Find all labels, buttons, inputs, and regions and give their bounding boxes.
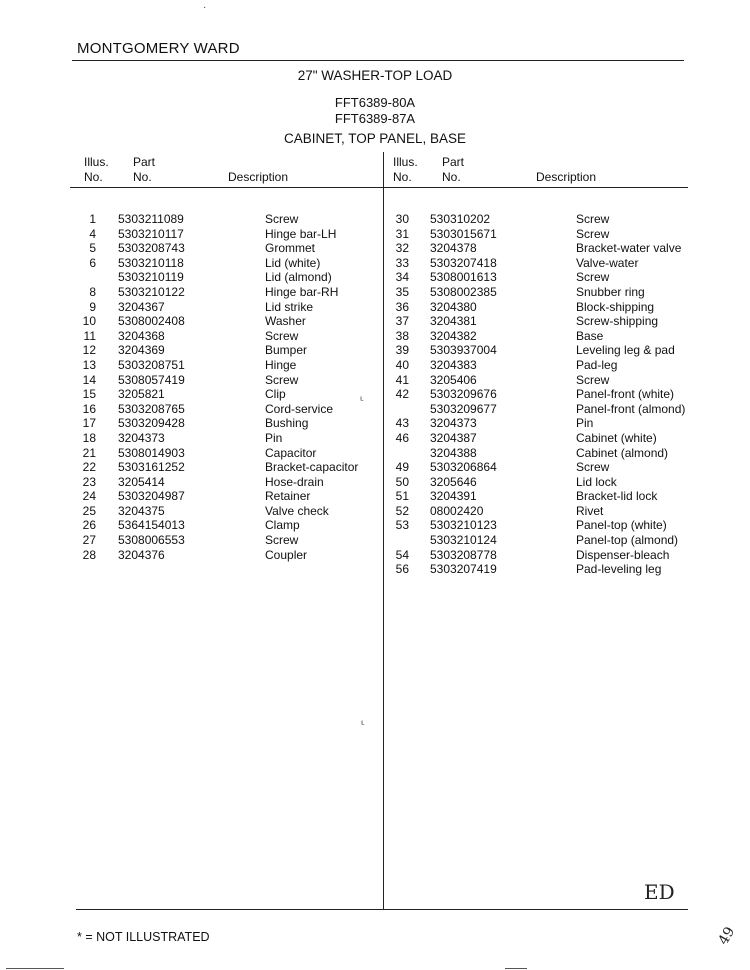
illus-number: 37 (395, 314, 409, 329)
part-description: Base (576, 328, 604, 343)
scan-speck: · (203, 2, 207, 13)
part-number: 5303207418 (430, 255, 497, 270)
illus-number: 32 (395, 241, 409, 256)
illus-number: 1 (89, 212, 96, 226)
part-number: 5303208778 (430, 547, 497, 562)
part-number: 3204378 (430, 241, 477, 256)
part-number: 3204373 (430, 416, 477, 431)
part-number: 5303209677 (430, 401, 497, 416)
illus-number: 21 (82, 445, 96, 460)
table-row (0, 285, 750, 300)
part-description: Bracket-water valve (576, 241, 682, 256)
part-description: Lid (white) (265, 255, 321, 270)
part-number: 5303206864 (430, 460, 497, 475)
illus-number: 27 (82, 533, 96, 548)
part-header-line2: No. (133, 170, 152, 184)
part-number: 5308057419 (118, 372, 185, 387)
illus-number: 17 (82, 416, 96, 431)
part-number: 3204381 (430, 314, 477, 329)
table-row (0, 270, 750, 285)
part-description: Panel-front (almond) (576, 401, 686, 416)
top-divider (72, 60, 684, 61)
table-row (0, 241, 750, 256)
part-description: Dispenser-bleach (576, 547, 670, 562)
part-description: Screw (265, 328, 299, 343)
part-number: 5303210117 (118, 226, 184, 241)
part-number: 3204382 (430, 328, 477, 343)
part-description: Grommet (265, 241, 316, 256)
part-description: Snubber ring (576, 284, 645, 299)
part-description: Bushing (265, 416, 309, 431)
part-description: Screw (265, 533, 299, 548)
part-number: 5308006553 (118, 533, 185, 548)
table-row (0, 504, 750, 519)
part-number: 3204367 (118, 299, 165, 314)
illus-number: 53 (395, 518, 409, 533)
illus-number: 52 (395, 503, 409, 518)
product-title: 27" WASHER-TOP LOAD (297, 68, 453, 83)
part-description: Panel-front (white) (576, 387, 675, 402)
illus-header-right (393, 155, 418, 185)
table-row (0, 314, 750, 329)
description-header-left: Description (228, 170, 289, 184)
section-title: CABINET, TOP PANEL, BASE (283, 131, 467, 146)
part-description: Valve check (265, 503, 329, 518)
part-number: 3204373 (118, 430, 165, 445)
illus-number: 5 (89, 241, 96, 256)
illus-number: 22 (82, 460, 96, 475)
part-number: 3205821 (118, 387, 165, 402)
part-number: 5303015671 (430, 226, 497, 241)
part-description: Cord-service (265, 401, 334, 416)
illus-number: 15 (82, 387, 96, 402)
part-number: 5308014903 (118, 445, 185, 460)
part-number: 5303210118 (118, 255, 184, 270)
part-description: Cabinet (white) (576, 430, 657, 445)
table-row (0, 548, 750, 563)
illus-number: 31 (395, 226, 409, 241)
illus-number: 12 (82, 343, 96, 358)
illus-number: 36 (395, 299, 409, 314)
part-number: 5308002385 (430, 284, 497, 299)
part-description: Hinge bar-LH (265, 226, 337, 241)
part-number: 5303937004 (430, 343, 497, 358)
part-description: Screw (265, 212, 299, 226)
part-description: Panel-top (white) (576, 518, 667, 533)
part-number: 5308002408 (118, 314, 185, 329)
edge-line (505, 968, 527, 969)
part-description: Hinge bar-RH (265, 284, 339, 299)
part-number: 3204391 (430, 489, 477, 504)
illus-number: 23 (82, 474, 96, 489)
part-description: Bumper (265, 343, 308, 358)
edge-line (6, 968, 64, 969)
part-description: Lid (almond) (265, 270, 332, 285)
scan-speck: ᒻ (360, 396, 364, 407)
part-number: 5303208751 (118, 357, 185, 372)
table-row (0, 300, 750, 315)
handwritten-mark: ED (644, 880, 675, 904)
illus-number: 50 (395, 474, 409, 489)
part-description: Valve-water (576, 255, 639, 270)
part-number: 5303208765 (118, 401, 185, 416)
part-description: Washer (265, 314, 306, 329)
illus-number: 35 (395, 284, 409, 299)
part-description: Pad-leveling leg (576, 562, 662, 577)
part-description: Hinge (265, 357, 297, 372)
table-row (0, 460, 750, 475)
illus-number: 49 (395, 460, 409, 475)
part-description: Clamp (265, 518, 300, 533)
part-description: Retainer (265, 489, 311, 504)
part-number: 3204387 (430, 430, 477, 445)
illus-header-line1: Illus. (84, 155, 109, 169)
part-description: Panel-top (almond) (576, 533, 679, 548)
part-number: 5303207419 (430, 562, 497, 577)
illus-number: 16 (82, 401, 96, 416)
bottom-divider (76, 909, 688, 910)
illus-number: 40 (395, 357, 409, 372)
part-description: Lid strike (265, 299, 314, 314)
part-description: Cabinet (almond) (576, 445, 669, 460)
model-number-1: FFT6389-80A (334, 95, 416, 110)
table-row (0, 518, 750, 533)
part-number: 5303210119 (118, 270, 184, 285)
part-number: 3204368 (118, 328, 165, 343)
part-header-right (442, 155, 464, 185)
illus-number: 46 (395, 430, 409, 445)
part-number: 5303208743 (118, 241, 185, 256)
table-row (0, 562, 750, 577)
illus-number: 39 (395, 343, 409, 358)
illus-number: 4 (89, 226, 96, 241)
part-number: 5303161252 (118, 460, 185, 475)
part-number: 5308001613 (430, 270, 497, 285)
table-row (0, 212, 750, 227)
table-row (0, 416, 750, 431)
part-description: Screw (576, 372, 610, 387)
illus-number: 26 (82, 518, 96, 533)
part-number: 5303209428 (118, 416, 185, 431)
illus-header-line1: Illus. (393, 155, 418, 169)
table-row (0, 533, 750, 548)
part-header-line2: No. (442, 170, 461, 184)
part-description: Screw (576, 270, 610, 285)
illus-number: 24 (82, 489, 96, 504)
part-number: 3204375 (118, 503, 165, 518)
illus-header-line2: No. (84, 170, 103, 184)
part-number: 3205414 (118, 474, 165, 489)
illus-number: 42 (395, 387, 409, 402)
part-description: Pad-leg (576, 357, 618, 372)
illus-number: 28 (82, 547, 96, 562)
illus-number: 6 (89, 255, 96, 270)
illus-number: 18 (82, 430, 96, 445)
illus-number: 25 (82, 503, 96, 518)
part-number: 5303211089 (118, 212, 184, 226)
part-number: 5303210123 (430, 518, 497, 533)
part-description: Clip (265, 387, 286, 402)
table-row (0, 343, 750, 358)
description-header-right: Description (536, 170, 597, 184)
part-description: Pin (265, 430, 283, 445)
part-number: 3204369 (118, 343, 165, 358)
part-number: 3205646 (430, 474, 477, 489)
table-row (0, 373, 750, 388)
part-number: 3204388 (430, 445, 477, 460)
part-number: 5303204987 (118, 489, 185, 504)
illus-number: 43 (395, 416, 409, 431)
part-description: Screw (265, 372, 299, 387)
part-number: 5303210122 (118, 284, 185, 299)
table-row (0, 431, 750, 446)
illus-number: 13 (82, 357, 96, 372)
header-divider (70, 187, 688, 188)
illus-number: 34 (395, 270, 409, 285)
illus-number: 11 (83, 328, 96, 343)
scan-speck: ᒻ (361, 720, 365, 731)
illus-number: 14 (82, 372, 96, 387)
footnote: * = NOT ILLUSTRATED (77, 930, 210, 944)
page-number: 49 (715, 924, 739, 948)
part-description: Pin (576, 416, 594, 431)
part-number: 530310202 (430, 212, 491, 226)
part-description: Screw-shipping (576, 314, 659, 329)
table-row (0, 358, 750, 373)
illus-number: 51 (395, 489, 409, 504)
parts-table-right (0, 212, 750, 577)
illus-number: 56 (395, 562, 409, 577)
table-row (0, 256, 750, 271)
part-description: Capacitor (265, 445, 317, 460)
part-number: 5364154013 (118, 518, 185, 533)
illus-number: 8 (89, 284, 96, 299)
part-number: 5303209676 (430, 387, 497, 402)
illus-header-left (84, 155, 109, 185)
part-description: Bracket-capacitor (265, 460, 359, 475)
illus-number: 41 (395, 372, 409, 387)
table-row (0, 227, 750, 242)
illus-header-line2: No. (393, 170, 412, 184)
part-description: Block-shipping (576, 299, 655, 314)
table-row (0, 402, 750, 417)
part-number: 3204380 (430, 299, 477, 314)
part-description: Rivet (576, 503, 604, 518)
part-description: Coupler (265, 547, 308, 562)
part-number: 08002420 (430, 503, 484, 518)
part-description: Lid lock (576, 474, 617, 489)
illus-number: 33 (395, 255, 409, 270)
illus-number: 10 (82, 314, 96, 329)
part-number: 3204383 (430, 357, 477, 372)
part-header-line1: Part (442, 155, 465, 169)
part-description: Screw (576, 226, 610, 241)
part-description: Bracket-lid lock (576, 489, 658, 504)
table-row (0, 329, 750, 344)
table-row (0, 489, 750, 504)
part-description: Hose-drain (265, 474, 324, 489)
part-description: Screw (576, 212, 610, 226)
illus-number: 9 (89, 299, 96, 314)
table-row (0, 475, 750, 490)
brand-name: MONTGOMERY WARD (77, 40, 240, 57)
part-number: 5303210124 (430, 533, 497, 548)
illus-number: 54 (395, 547, 409, 562)
illus-number: 30 (395, 212, 409, 226)
part-number: 3204376 (118, 547, 165, 562)
illus-number: 38 (395, 328, 409, 343)
table-row (0, 387, 750, 402)
table-row (0, 446, 750, 461)
part-number: 3205406 (430, 372, 477, 387)
part-description: Screw (576, 460, 610, 475)
part-description: Leveling leg & pad (576, 343, 675, 358)
part-header-line1: Part (133, 155, 156, 169)
part-header-left (133, 155, 155, 185)
model-number-2: FFT6389-87A (334, 111, 416, 126)
